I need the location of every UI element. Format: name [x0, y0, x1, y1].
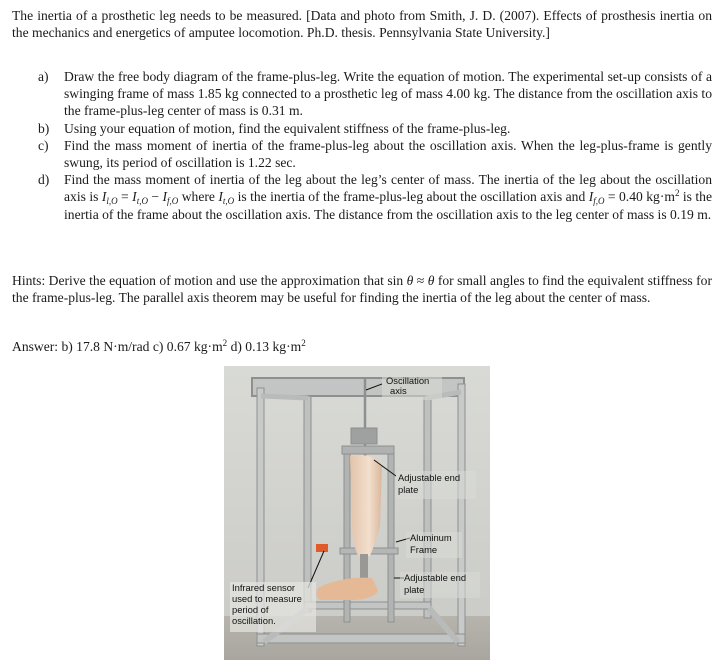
question-d [38, 171, 712, 223]
label-ir-1: Infrared sensor [232, 582, 296, 593]
label-ir-4: oscillation. [232, 615, 276, 626]
question-a-label: a) [38, 69, 49, 84]
question-b-label: b) [38, 120, 50, 136]
question-a [38, 68, 712, 120]
apparatus-photo [224, 366, 490, 660]
label-adjustable-top-1: Adjustable end [398, 472, 461, 483]
label-aluminum-2: Frame [410, 544, 438, 555]
equation-i-lo: $I_{l,O}$ [101, 189, 118, 207]
answer-line: Answer: b) 17.8 N·m/rad c) 0.67 $kg\cdot m^2$ d) 0.13 $kg\cdot m^2$ [12, 338, 306, 354]
label-ir-2: used to measure [232, 593, 302, 604]
label-ir-3: period of [232, 604, 269, 615]
question-a-text: Draw the free body diagram of the frame-plus-leg. Write the equation of motion. The experimental set-up consists of a swinging frame of mass 1.85 kg connected to a prosthetic leg of mass 4.00 kg. The distance from the oscillation axis to the frame-plus-leg center of mass is 0.31 m. [64, 69, 712, 119]
hints-paragraph: Hints: Derive the equation of motion and use the approximation that sin θ ≈ θ for small angles to find the equivalent stiffness for the frame-plus-leg. The parallel axis theorem may be useful for finding the inertia of the leg about the center of mass. [12, 273, 712, 306]
question-b-text: Using your equation of motion, find the equivalent stiffness of the frame-plus-leg. [64, 120, 511, 136]
question-list [38, 68, 712, 223]
problem-intro: The inertia of a prosthetic leg needs to be measured. [Data and photo from Smith, J. D. (2007). Effects of prosthesis inertia on the mechanics and energetics of amputee locomotion. Ph.D. thesis. Pennsylvania State University.] [12, 8, 712, 41]
label-adjustable-top-2: plate [398, 484, 419, 495]
label-adjustable-bottom-1: Adjustable end [404, 572, 467, 583]
symbol-i-to: $I_{t,O}$ [218, 189, 235, 207]
question-c-label: c) [38, 137, 49, 153]
label-oscillation: Oscillation [386, 375, 430, 386]
question-c-text: Find the mass moment of inertia of the frame-plus-leg about the oscillation axis. When the leg-plus-frame is gently swung, its period of oscillation is 1.22 sec. [64, 137, 712, 171]
label-aluminum-1: Aluminum [410, 532, 452, 543]
symbol-i-fo: $I_{f,O}$ [588, 189, 605, 207]
question-b [38, 120, 712, 137]
label-adjustable-bottom-2: plate [404, 584, 425, 595]
question-c [38, 137, 712, 171]
question-d-label: d) [38, 172, 50, 188]
label-axis: axis [390, 385, 407, 396]
equation-i-fo: $I_{f,O}$ [162, 189, 179, 207]
question-d-text: Find the mass moment of inertia of the leg about the leg’s center of mass. The inertia of the leg about the oscillation axis is $I_{l,O} = I_{t,O} - I_{f,O}$ where $I_{t,O}$ is the inertia of the frame-plus-leg about the oscillation axis and $I_{f,O} = 0.40$ $kg\cdot m^2$ is the inertia of the frame about the oscillation axis. The distance from the oscillation axis to the leg center of mass is 0.19 m. [64, 172, 712, 222]
infrared-sensor [316, 544, 328, 552]
equation-i-to: $I_{t,O}$ [132, 189, 148, 207]
